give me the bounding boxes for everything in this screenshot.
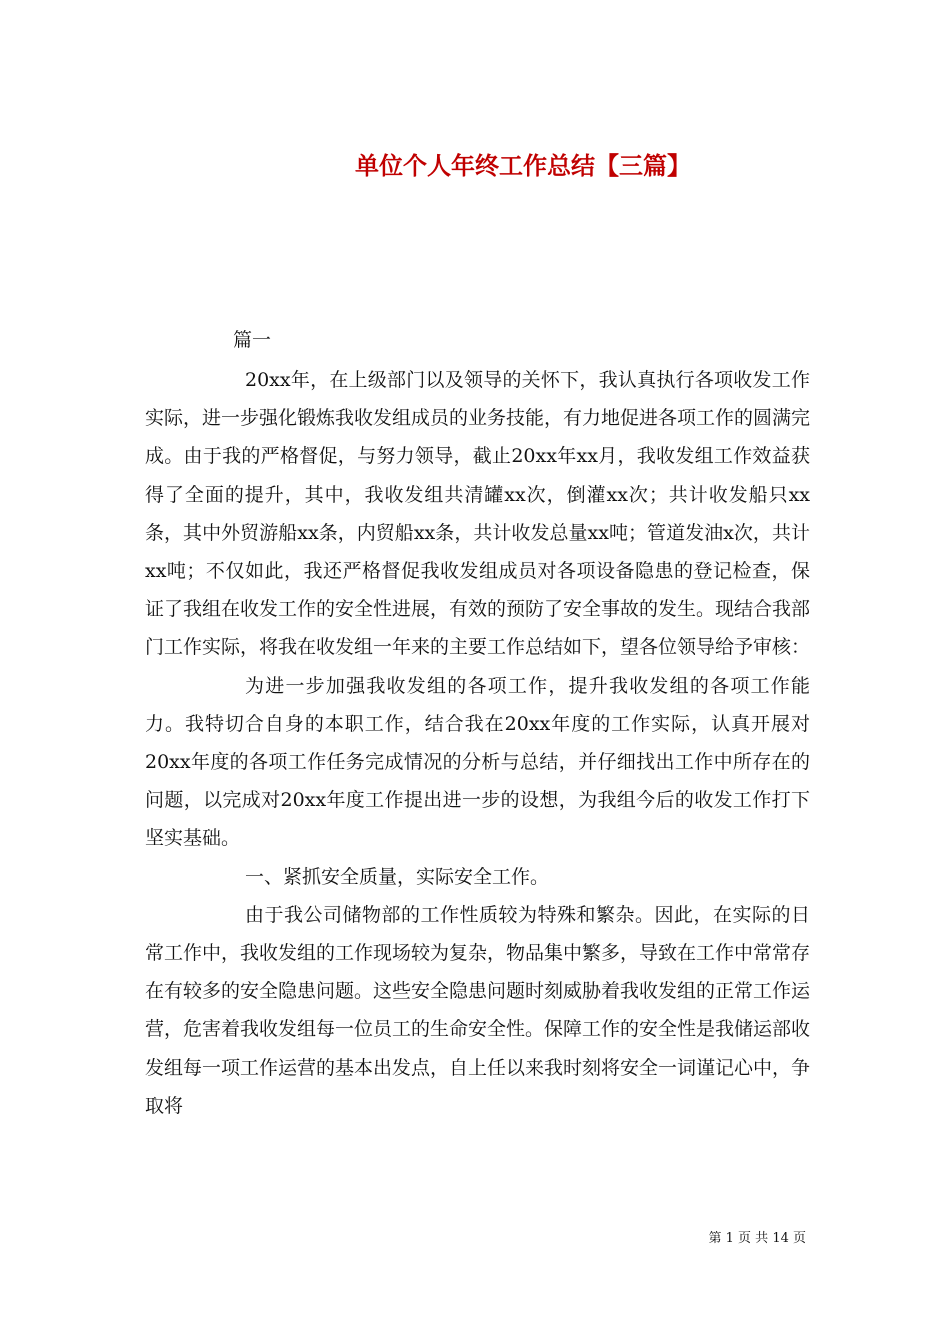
- body-text: [145, 361, 810, 1125]
- page-title: 单位个人年终工作总结【三篇】: [355, 152, 691, 181]
- section-label: 篇一: [233, 329, 272, 351]
- section-heading: 一、紧抓安全质量，实际安全工作。: [245, 865, 550, 888]
- paragraph: 由于我公司储物部的工作性质较为特殊和繁杂。因此，在实际的日常工作中，我收发组的工作现场较为复杂，物品集中繁多，导致在工作中常常存在有较多的安全隐患问题。这些安全隐患问题时刻威胁着我收发组的正常工作运营，危害着我收发组每一位员工的生命安全性。保障工作的安全性是我储运部收发组每一项工作运营的基本出发点，自上任以来我时刻将安全一词谨记心中，争取将: [145, 903, 811, 1117]
- page-number: 第 1 页 共 14 页: [708, 1231, 806, 1246]
- paragraph: 20xx年，在上级部门以及领导的关怀下，我认真执行各项收发工作实际，进一步强化锻炼我收发组成员的业务技能，有力地促进各项工作的圆满完成。由于我的严格督促，与努力领导，截止20xx年xx月，我收发组工作效益获得了全面的提升，其中，我收发组共清罐xx次，倒灌xx次；共计收发船只xx条，其中外贸游船xx条，内贸船xx条，共计收发总量xx吨；管道发油x次，共计xx吨；不仅如此，我还严格督促我收发组成员对各项设备隐患的登记检查，保证了我组在收发工作的安全性进展，有效的预防了安全事故的发生。现结合我部门工作实际，将我在收发组一年来的主要工作总结如下，望各位领导给予审核：: [145, 369, 811, 659]
- paragraph: 为进一步加强我收发组的各项工作，提升我收发组的各项工作能力。我特切合自身的本职工作，结合我在20xx年度的工作实际，认真开展对20xx年度的各项工作任务完成情况的分析与总结，并仔细找出工作中所存在的问题，以完成对20xx年度工作提出进一步的设想，为我组今后的收发工作打下坚实基础。: [145, 674, 810, 850]
